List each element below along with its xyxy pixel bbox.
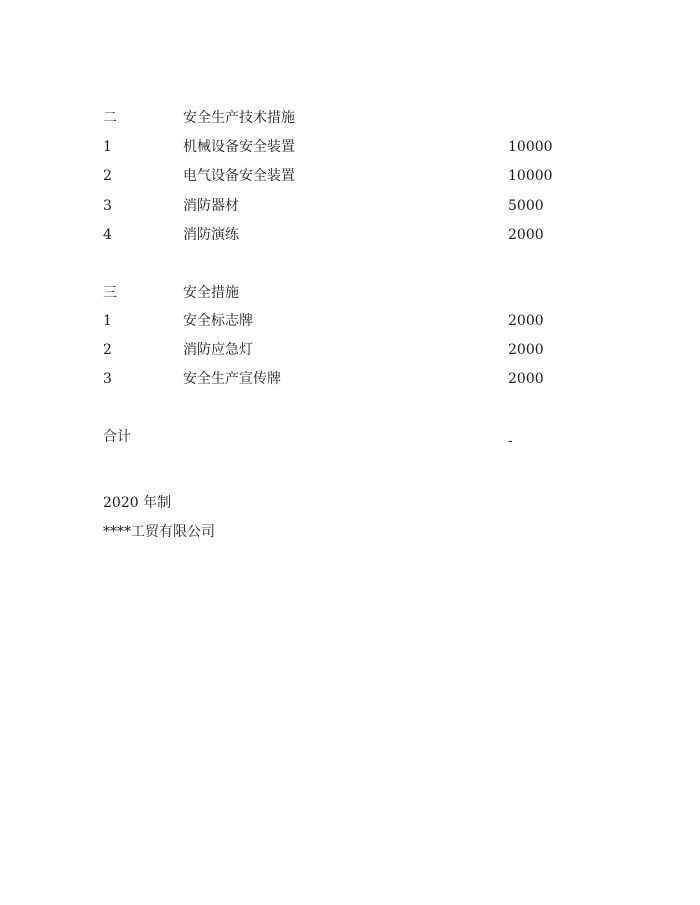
item-name: 安全生产宣传牌 [183,371,281,387]
item-name: 机械设备安全装置 [183,139,295,155]
table-row [0,195,700,217]
section-number: 二 [103,110,117,126]
item-name: 电气设备安全装置 [183,168,295,184]
total-value: - [508,433,513,449]
item-name: 消防演练 [183,227,239,243]
section-header-3 [0,282,700,304]
item-amount: 2000 [508,342,544,358]
item-name: 消防应急灯 [183,342,253,358]
table-row [0,310,700,332]
item-amount: 5000 [508,198,544,214]
table-row [0,368,700,390]
item-amount: 2000 [508,371,544,387]
section-title: 安全生产技术措施 [183,110,295,126]
item-number: 2 [103,342,112,358]
item-number: 3 [103,371,112,387]
total-label: 合计 [103,429,131,445]
item-number: 2 [103,168,112,184]
item-number: 4 [103,227,112,243]
company-name: ****工贸有限公司 [103,524,215,540]
total-row [0,426,700,448]
item-number: 1 [103,313,112,329]
table-row [0,136,700,158]
table-row [0,339,700,361]
document-year: 2020 年制 [103,495,172,511]
item-amount: 10000 [508,168,553,184]
section-header-2 [0,107,700,129]
section-title: 安全措施 [183,285,239,301]
item-number: 3 [103,198,112,214]
item-name: 消防器材 [183,198,239,214]
section-number: 三 [103,285,117,301]
table-row [0,165,700,187]
table-row [0,224,700,246]
item-name: 安全标志牌 [183,313,253,329]
item-amount: 2000 [508,313,544,329]
item-amount: 10000 [508,139,553,155]
item-number: 1 [103,139,112,155]
item-amount: 2000 [508,227,544,243]
